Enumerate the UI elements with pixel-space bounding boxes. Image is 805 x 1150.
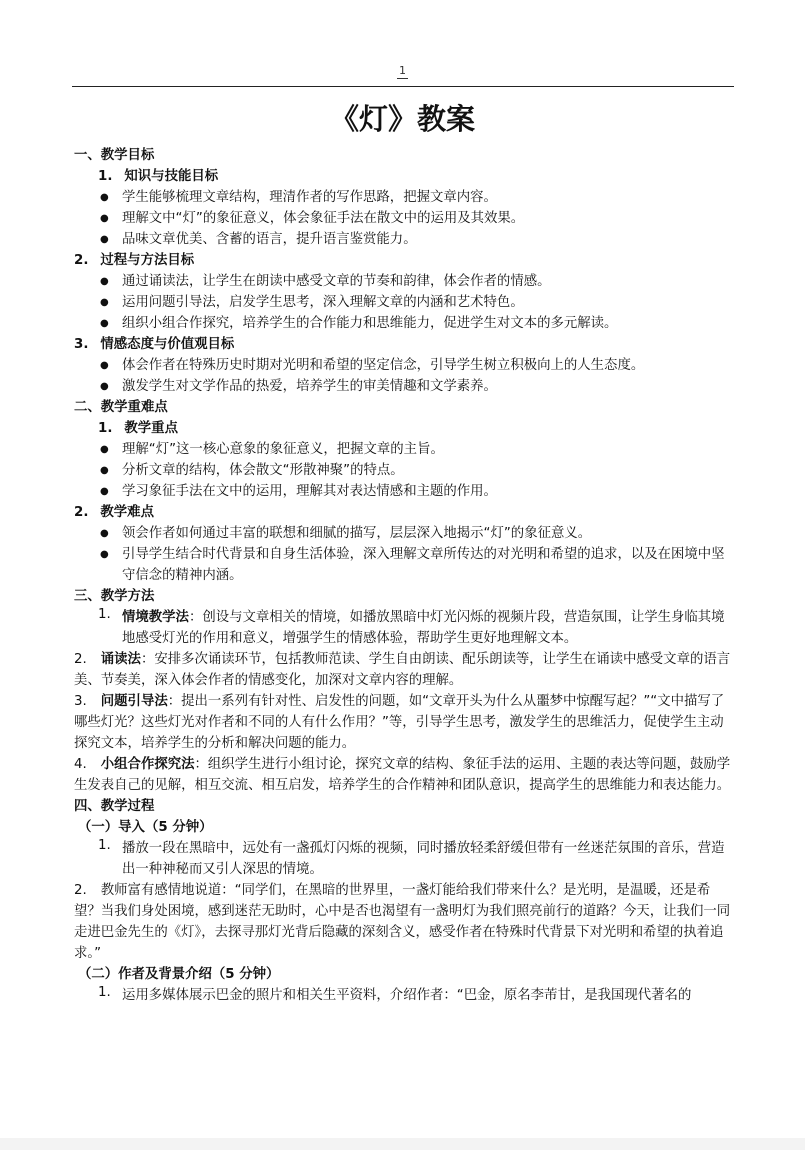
bullet-item: ● 品味文章优美、含蓄的语言，提升语言鉴赏能力。 [74,229,732,250]
subheading: 2. 过程与方法目标 [74,253,195,268]
bullet-item: ● 组织小组合作探究，培养学生的合作能力和思维能力，促进学生对文本的多元解读。 [74,313,732,334]
process-item: 1. 播放一段在黑暗中，远处有一盏孤灯闪烁的视频，同时播放轻柔舒缓但带有一丝迷茫氛围的音乐，营造出一种神秘而又引人深思的情境。 [98,838,725,877]
bullet-item: ● 学生能够梳理文章结构，理清作者的写作思路，把握文章内容。 [74,187,732,208]
bullet-item: ● 学习象征手法在文中的运用，理解其对表达情感和主题的作用。 [74,481,732,502]
header-rule [72,86,734,87]
document-body [74,145,732,1006]
section-heading-1: 一、教学目标 [74,148,155,163]
part-heading: （二）作者及背景介绍（5 分钟） [78,967,280,982]
process-item: 2. 教师富有感情地说道：“同学们，在黑暗的世界里，一盏灯能给我们带来什么？是光明，是温暖，还是希望？当我们身处困境，感到迷茫无助时，心中是否也渴望有一盏明灯为我们照亮前行的道路？今天，让我们一同走进巴金先生的《灯》，去探寻那灯光背后隐藏的深刻含义，感受作者在特殊时代背景下对光明和希望的执着追求。” [74,883,731,961]
bullet-icon: ● [100,549,109,560]
bullet-item: ● 运用问题引导法，启发学生思考，深入理解文章的内涵和艺术特色。 [74,292,732,313]
subheading: 2. 教学难点 [74,505,154,520]
bullet-icon: ● [100,318,109,329]
section-heading-2: 二、教学重难点 [74,400,168,415]
method-item: 1. 情境教学法：创设与文章相关的情境，如播放黑暗中灯光闪烁的视频片段，营造氛围，让学生身临其境地感受灯光的作用和意义，增强学生的情感体验，帮助学生更好地理解文本。 [98,607,725,646]
bullet-item: ● 引导学生结合时代背景和自身生活体验，深入理解文章所传达的对光明和希望的追求，以及在困境中坚守信念的精神内涵。 [74,544,732,586]
method-item: 2. 诵读法：安排多次诵读环节，包括教师范读、学生自由朗读、配乐朗读等，让学生在诵读中感受文章的语言美、节奏美，深入体会作者的情感变化，加深对文章内容的理解。 [74,652,731,688]
bullet-item: ● 体会作者在特殊历史时期对光明和希望的坚定信念，引导学生树立积极向上的人生态度。 [74,355,732,376]
bullet-item: ● 理解“灯”这一核心意象的象征意义，把握文章的主旨。 [74,439,732,460]
bullet-item: ● 通过诵读法，让学生在朗读中感受文章的节奏和韵律，体会作者的情感。 [74,271,732,292]
bullet-icon: ● [100,444,109,455]
method-item: 4. 小组合作探究法：组织学生进行小组讨论，探究文章的结构、象征手法的运用、主题的表达等问题，鼓励学生发表自己的见解，相互交流、相互启发，培养学生的合作精神和团队意识，提高学生的思维能力和表达能力。 [74,757,731,793]
section-heading-4: 四、教学过程 [74,799,155,814]
bullet-icon: ● [100,381,109,392]
subheading: 1. 教学重点 [98,421,178,436]
document-title: 《灯》教案 [329,102,475,136]
page-number: 1 [399,64,406,77]
bullet-item: ● 激发学生对文学作品的热爱，培养学生的审美情趣和文学素养。 [74,376,732,397]
bullet-icon: ● [100,192,109,203]
section-heading-3: 三、教学方法 [74,589,155,604]
process-item: 1. 运用多媒体展示巴金的照片和相关生平资料，介绍作者：“巴金，原名李芾甘，是我国现代著名的 [98,985,692,1003]
bullet-icon: ● [100,465,109,476]
bullet-icon: ● [100,360,109,371]
bullet-item: ● 领会作者如何通过丰富的联想和细腻的描写，层层深入地揭示“灯”的象征意义。 [74,523,732,544]
bullet-item: ● 分析文章的结构，体会散文“形散神聚”的特点。 [74,460,732,481]
part-heading: （一）导入（5 分钟） [78,820,213,835]
bullet-icon: ● [100,276,109,287]
subheading: 1. 知识与技能目标 [98,169,219,184]
bullet-icon: ● [100,486,109,497]
bullet-icon: ● [100,213,109,224]
method-item: 3. 问题引导法：提出一系列有针对性、启发性的问题，如“文章开头为什么从噩梦中惊醒写起？”“文中描写了哪些灯光？这些灯光对作者和不同的人有什么作用？”等，引导学生思考，激发学生的思维活力，促使学生主动探究文本，培养学生的分析和解决问题的能力。 [74,694,725,751]
bullet-icon: ● [100,528,109,539]
bullet-icon: ● [100,297,109,308]
subheading: 3. 情感态度与价值观目标 [74,337,235,352]
bullet-icon: ● [100,234,109,245]
bullet-item: ● 理解文中“灯”的象征意义，体会象征手法在散文中的运用及其效果。 [74,208,732,229]
